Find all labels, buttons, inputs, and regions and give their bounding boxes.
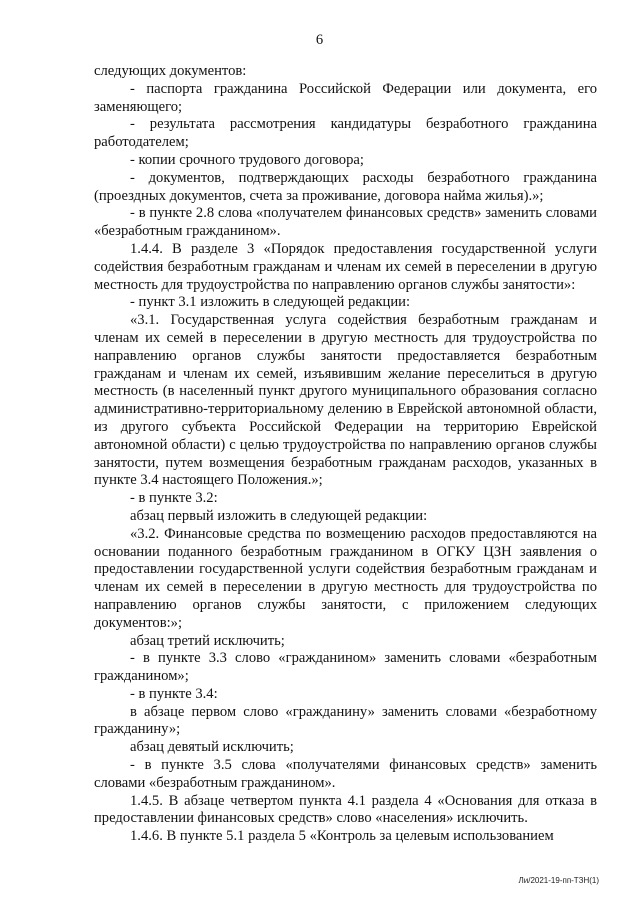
paragraph: - в пункте 3.2: — [130, 490, 218, 507]
paragraph: - в пункте 3.5 слова «получателями финансовых средств» заменить словами «безработным гражданином». — [94, 757, 597, 791]
paragraph: - результата рассмотрения кандидатуры безработного гражданина работодателем; — [94, 116, 597, 151]
paragraph: «3.2. Финансовые средства по возмещению расходов предоставляются на основании поданного безработным гражданином в ОГКУ ЦЗН заявления о предоставлении государственной услуги содействия безработным гражданам и членам их семей в переселении в другую местность для трудоустройства по направлению органов службы занятости, с приложением следующих документов:»; — [94, 525, 597, 631]
paragraph: - в пункте 2.8 слова «получателем финансовых средств» заменить словами «безработным гражданином». — [94, 205, 597, 240]
document-body — [94, 63, 597, 846]
paragraph: 1.4.4. В разделе 3 «Порядок предоставления государственной услуги содействия безработным гражданам и членам их семей в переселении в другую местность для трудоустройства по направлению органов службы занятости»: — [94, 240, 597, 293]
paragraph: «3.1. Государственная услуга содействия безработным гражданам и членам их семей в переселении в другую местность для трудоустройства по направлению органов службы занятости предоставляется безработным гражданам и членам их семей, изъявившим желание переселиться в другую местность (в населенный пункт другого муниципального образования согласно административно-территориальному делению в Еврейской автономной области, из другого субъекта Российской Федерации на территорию Еврейской автономной области) с целью трудоустройства по направлению органов службы занятости, путем возмещения безработным гражданам расходов, указанных в пункте 3.4 настоящего Положения.»; — [94, 312, 597, 489]
paragraph: абзац третий исключить; — [130, 632, 285, 649]
paragraph: - копии срочного трудового договора; — [130, 151, 364, 168]
paragraph: - пункт 3.1 изложить в следующей редакции: — [130, 294, 411, 311]
paragraph: - документов, подтверждающих расходы безработного гражданина (проездных документов, счета за проживание, договора найма жилья).»; — [94, 169, 597, 204]
footer-reference: Ли/2021-19-пп-ТЗН(1) — [518, 876, 599, 885]
paragraph: - паспорта гражданина Российской Федерации или документа, его заменяющего; — [94, 80, 597, 115]
paragraph: следующих документов: — [94, 63, 247, 79]
paragraph: 1.4.5. В абзаце четвертом пункта 4.1 раздела 4 «Основания для отказа в предоставлении финансовых средств» слово «населения» исключить. — [94, 792, 597, 827]
paragraph: - в пункте 3.4: — [130, 685, 218, 702]
paragraph: - в пункте 3.3 слово «гражданином» заменить словами «безработным гражданином»; — [94, 650, 597, 685]
paragraph: абзац первый изложить в следующей редакции: — [130, 507, 428, 524]
paragraph: в абзаце первом слово «гражданину» заменить словами «безработному гражданину»; — [94, 703, 597, 738]
paragraph: 1.4.6. В пункте 5.1 раздела 5 «Контроль за целевым использованием — [130, 828, 554, 845]
page-number: 6 — [315, 32, 324, 48]
paragraph: абзац девятый исключить; — [130, 739, 294, 756]
